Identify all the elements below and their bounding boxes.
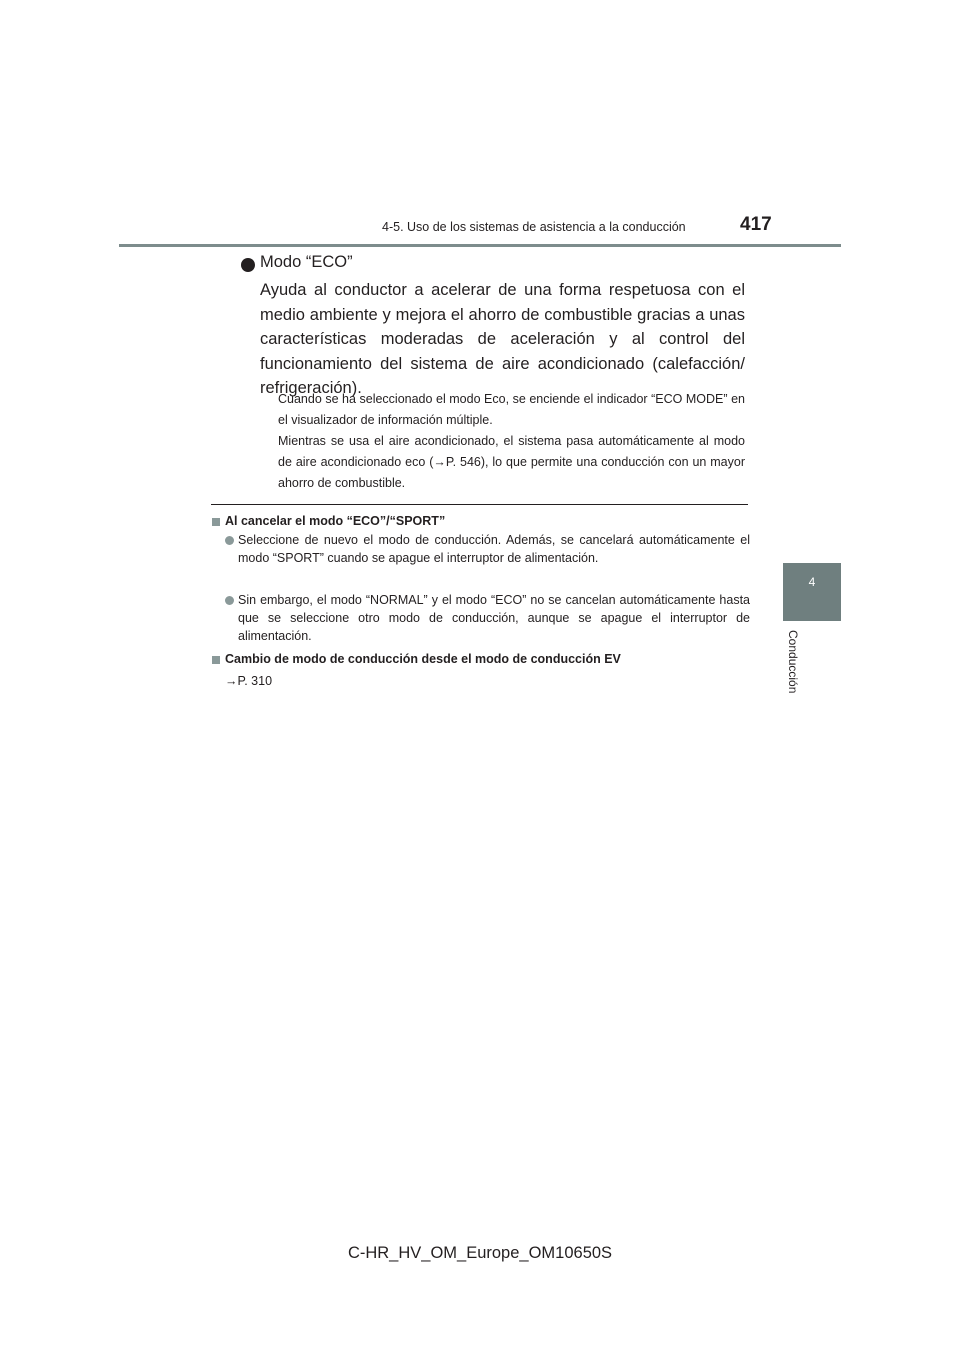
section-divider: [211, 504, 748, 505]
bullet-icon: [241, 258, 255, 272]
circle-bullet-icon: [225, 536, 234, 545]
chapter-tab-label: Conducción: [786, 630, 800, 694]
list-item: Sin embargo, el modo “NORMAL” y el modo “ECO” no se cancelan automáticamente hasta que se seleccione otro modo de conducción, aunque se apague el interruptor de alimentación.: [238, 593, 750, 643]
square-bullet-icon: [212, 518, 220, 526]
list-item: Seleccione de nuevo el modo de conducción. Además, se cancelará automáticamente el modo “SPORT” cuando se apague el interruptor de alimentación.: [238, 533, 750, 565]
chapter-tab-label-wrap: [778, 630, 808, 710]
page-reference-link[interactable]: →P. 310: [225, 674, 273, 688]
circle-bullet-icon: [225, 596, 234, 605]
page-number: 417: [740, 214, 772, 235]
square-bullet-icon: [212, 656, 220, 664]
section-heading-ev: Cambio de modo de conducción desde el modo de conducción EV: [225, 652, 621, 666]
eco-mode-note: Mientras se usa el aire acondicionado, el sistema pasa automáticamente al modo de aire acondicionado eco (→P. 546), lo que permite una conducción con un mayor ahorro de combustible.: [278, 434, 745, 490]
header-section-title: 4-5. Uso de los sistemas de asistencia a la conducción: [382, 220, 686, 234]
eco-mode-note: Cuando se ha seleccionado el modo Eco, se enciende el indicador “ECO MODE” en el visualizador de información múltiple.: [278, 392, 745, 427]
chapter-tab[interactable]: [783, 563, 841, 621]
header-rule: [119, 244, 841, 247]
footer-document-id: C-HR_HV_OM_Europe_OM10650S: [347, 1244, 613, 1262]
eco-mode-title: Modo “ECO”: [260, 253, 353, 271]
section-heading-cancel: Al cancelar el modo “ECO”/“SPORT”: [225, 514, 446, 528]
chapter-tab-number: 4: [808, 575, 816, 589]
eco-mode-description: Ayuda al conductor a acelerar de una forma respetuosa con el medio ambiente y mejora el ahorro de combustible gracias a unas características moderadas de aceleración y al control del funcionamiento del sistema de aire acondicionado (calefacción/ refrigeración).: [260, 281, 745, 397]
